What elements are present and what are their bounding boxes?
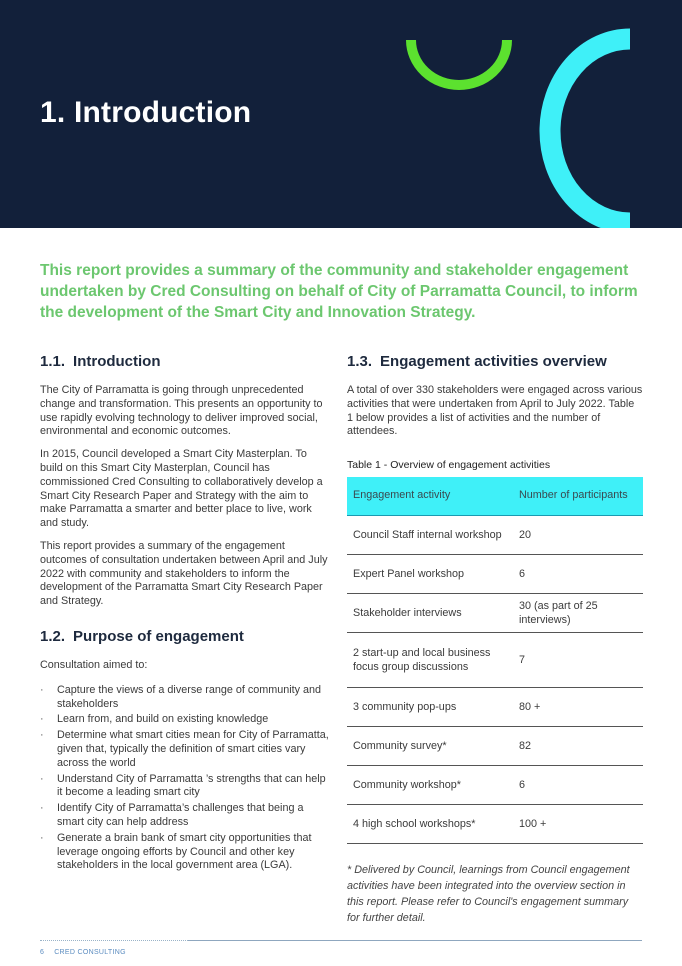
section-heading-engagement	[347, 352, 643, 372]
list-item: · Determine what smart cities mean for City of Parramatta, given that, typically the definition of smart cities vary across the world	[40, 729, 332, 770]
participants-cell: 82	[519, 726, 643, 765]
header-banner	[0, 0, 682, 228]
table-row	[347, 765, 643, 804]
list-item: · Learn from, and build on existing knowledge	[40, 713, 332, 727]
activity-cell: Expert Panel workshop	[347, 554, 519, 593]
list-item: · Generate a brain bank of smart city opportunities that leverage ongoing efforts by Council and other key stakeholders in the local government area (LGA).	[40, 832, 332, 873]
purpose-intro: Consultation aimed to:	[40, 658, 148, 671]
purpose-list	[40, 684, 332, 873]
cyan-arc-icon	[550, 39, 630, 223]
section-number: 1.3.	[347, 353, 373, 370]
page-title: 1. Introduction	[40, 96, 252, 129]
list-item: · Capture the views of a diverse range of community and stakeholders	[40, 684, 332, 712]
paragraph: This report provides a summary of the engagement outcomes of consultation undertaken between April and July 2022 with community and stakeholders to inform the development of the Parramatta Smart City Research Paper and Strategy.	[40, 539, 328, 608]
participants-cell: 100 +	[519, 804, 643, 843]
section-title: Engagement activities overview	[380, 353, 607, 370]
engagement-table	[347, 477, 643, 844]
list-item: · Identify City of Parramatta’s challenges that being a smart city can help address	[40, 802, 332, 830]
table-caption: Table 1 - Overview of engagement activities	[347, 459, 551, 472]
table-row	[347, 593, 643, 632]
page-footer	[40, 949, 126, 956]
section-number: 1.1.	[40, 353, 66, 370]
table-row	[347, 632, 643, 687]
activity-cell: 3 community pop-ups	[347, 687, 519, 726]
participants-cell: 80 +	[519, 687, 643, 726]
participants-cell: 6	[519, 765, 643, 804]
activity-cell: Community survey*	[347, 726, 519, 765]
paragraph: A total of over 330 stakeholders were engaged across various activities that were undertaken from April to July 2022. Table 1 below provides a list of activities and the number of attendees.	[347, 384, 643, 438]
paragraph: The City of Parramatta is going through unprecedented change and transformation. This presents an opportunity to use rapidly evolving technology to deliver improved social, environmental and economic outcomes.	[40, 384, 323, 438]
section-number: 1.2.	[40, 627, 66, 645]
table-row	[347, 804, 643, 843]
activity-cell: 2 start-up and local business focus group discussions	[347, 632, 519, 687]
participants-cell: 20	[519, 515, 643, 554]
activity-cell: Council Staff internal workshop	[347, 515, 519, 554]
section-title: Purpose of engagement	[73, 627, 244, 645]
lead-summary: This report provides a summary of the community and stakeholder engagement undertaken by Cred Consulting on behalf of City of Parramatta Council, to inform the development of the Smart City and Innovation Strategy.	[40, 262, 638, 321]
participants-cell: 30 (as part of 25 interviews)	[519, 593, 643, 632]
footer-label: CRED CONSULTING	[54, 949, 126, 956]
right-column	[347, 352, 643, 926]
header-participants: Number of participants	[519, 477, 643, 516]
list-item: · Understand City of Parramatta ’s strengths that can help it become a leading smart city	[40, 773, 332, 801]
left-column	[40, 352, 332, 875]
table-row	[347, 515, 643, 554]
section-title: Introduction	[73, 353, 161, 370]
table-row	[347, 687, 643, 726]
participants-cell: 7	[519, 632, 643, 687]
section-heading-introduction	[40, 352, 332, 372]
table-row	[347, 554, 643, 593]
footer-rule	[188, 940, 642, 941]
table-header-row	[347, 477, 643, 516]
activity-cell: 4 high school workshops*	[347, 804, 519, 843]
table-row	[347, 726, 643, 765]
footer-dotted-rule	[40, 940, 188, 941]
header-activity: Engagement activity	[347, 477, 519, 516]
page-number: 6	[40, 949, 45, 956]
table-footnote: * Delivered by Council, learnings from Council engagement activities have been integrated into the overview section in this report. Please refer to Council's engagement summary for further detail.	[347, 863, 630, 924]
activity-cell: Community workshop*	[347, 765, 519, 804]
green-arc-icon	[411, 40, 507, 85]
paragraph: In 2015, Council developed a Smart City Masterplan. To build on this Smart City Masterplan, Council has commissioned Cred Consulting to collaboratively develop a Smart City Research Paper and Strategy with the aim to make Parramatta a smarter and better place to live, work and study.	[40, 448, 323, 530]
activity-cell: Stakeholder interviews	[347, 593, 519, 632]
participants-cell: 6	[519, 554, 643, 593]
section-heading-purpose	[40, 627, 332, 647]
